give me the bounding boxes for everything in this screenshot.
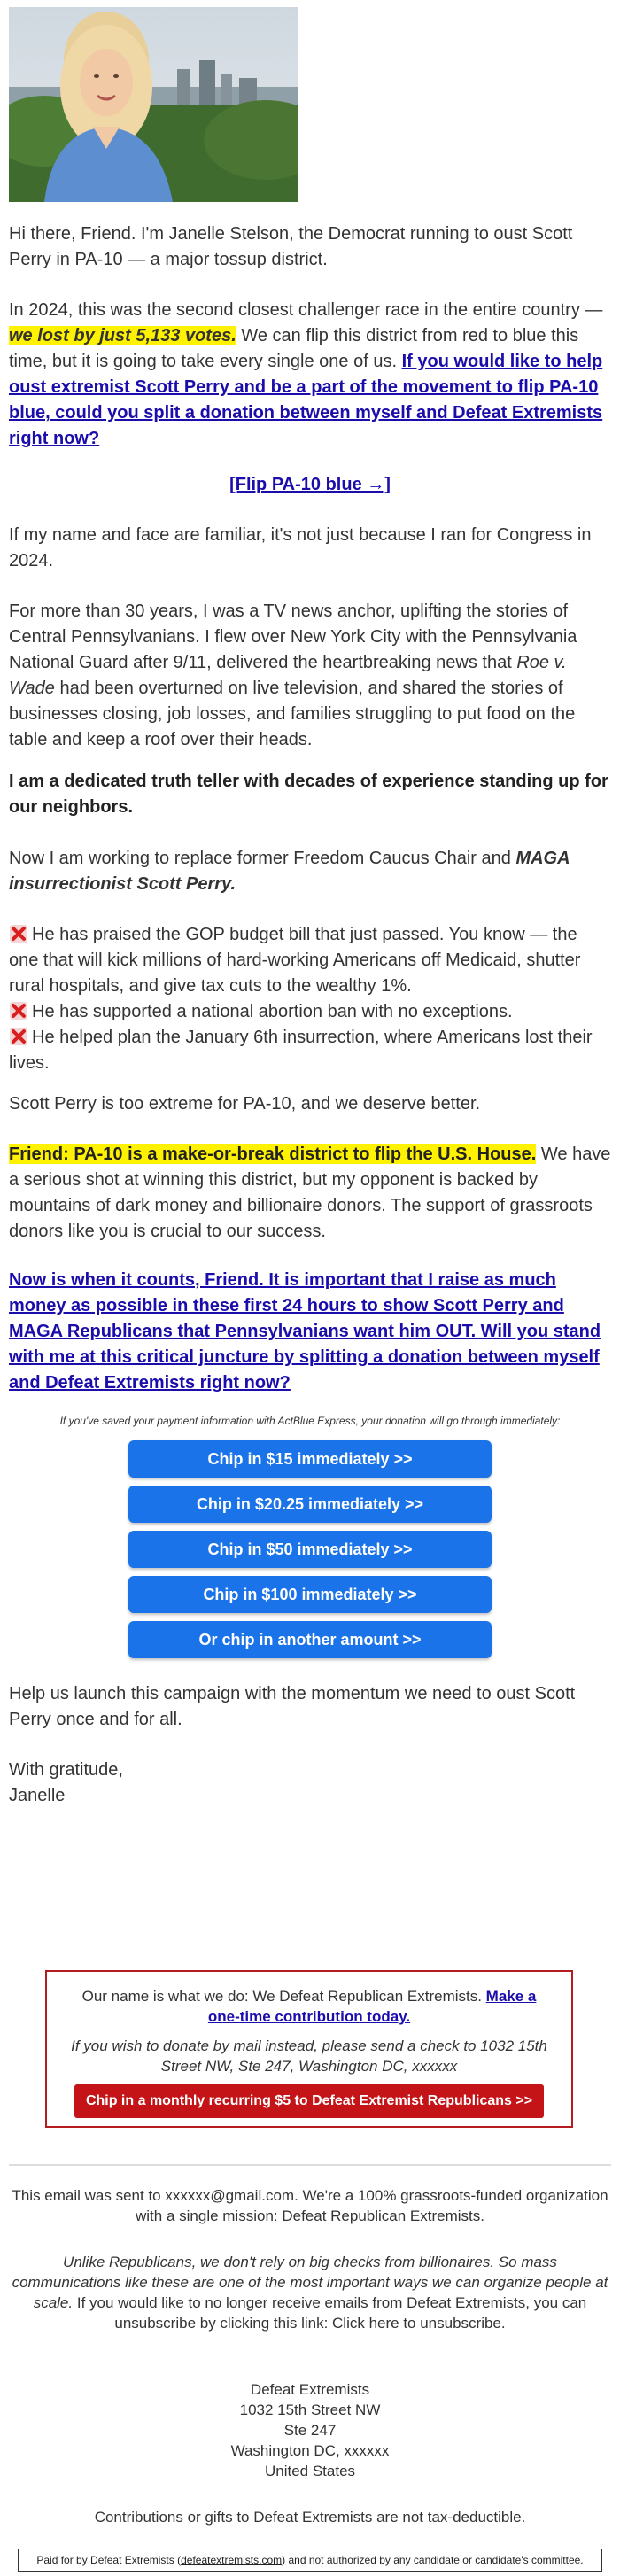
urgent-donation-link[interactable]: Now is when it counts, Friend. It is important that I raise as much money as possible in these first 24 hours to show Scott Perry and MAGA Republicans that Pennsylvanians want him OUT. Will you stand with me at this critical juncture by splitting a donation between myself and Defeat Extremists right now?: [9, 1270, 601, 1393]
one-time-contribution-link[interactable]: Make a one-time contribution today.: [207, 1988, 537, 2025]
intro-paragraph: Hi there, Friend. I'm Janelle Stelson, the Democrat running to oust Scott Perry in PA-10 — a major tossup district.: [9, 224, 573, 269]
chip-in-other-amount-button[interactable]: Or chip in another amount >>: [128, 1621, 492, 1658]
too-extreme-paragraph: Scott Perry is too extreme for PA-10, and we deserve better.: [9, 1094, 481, 1113]
paid-for-disclaimer: [18, 2549, 602, 2572]
perry-record-list: [9, 922, 611, 1076]
chip-in-50-button[interactable]: Chip in $50 immediately >>: [128, 1531, 492, 1568]
p2-text-c: We can flip this district from red to blue this time, but it is going to take every single one of us.: [9, 326, 579, 371]
urgent-appeal-paragraph: [9, 1268, 611, 1396]
familiar-paragraph: If my name and face are familiar, it's not just because I ran for Congress in 2024.: [9, 525, 592, 570]
chip-in-100-button[interactable]: Chip in $100 immediately >>: [128, 1576, 492, 1613]
list-item: [9, 1025, 611, 1076]
make-or-break-highlight: Friend: PA-10 is a make-or-break district to flip the U.S. House.: [9, 1144, 537, 1164]
mail-donation-text: If you wish to donate by mail instead, please send a check to 1032 15th Street NW, Ste 247, Washington DC, xxxxxx: [71, 2037, 547, 2075]
p4-text-c: had been overturned on live television, and shared the stories of businesses closing, job losses, and families struggling to put food on the table and keep a roof over their heads.: [9, 679, 576, 749]
candidate-photo-image: [9, 7, 298, 202]
p8-text-b: We have a serious shot at winning this district, but my opponent is backed by mountains of dark money and billionaire donors. The support of grassroots donors like you is crucial to our success.: [9, 1144, 611, 1241]
candidate-photo: [9, 7, 298, 202]
address-line: Defeat Extremists: [250, 2381, 370, 2398]
replace-perry-paragraph: [9, 846, 611, 897]
bullet-text: He helped plan the January 6th insurrection, where Americans lost their lives.: [9, 1028, 593, 1073]
paid-text-b: ) and not authorized by any candidate or candidate's committee.: [282, 2554, 584, 2566]
anchor-career-paragraph: [9, 599, 611, 753]
footer-address: [9, 2379, 611, 2481]
footer-italic: Unlike Republicans, we don't rely on big checks from billionaires. So mass communications like these are one of the most important ways we can organize people at scale.: [12, 2254, 608, 2311]
split-donation-link[interactable]: If you would like to help oust extremist Scott Perry and be a part of the movement to flip PA-10 blue, could you split a donation between myself and Defeat Extremists right now?: [9, 352, 603, 448]
maga-insurrectionist: MAGA insurrectionist Scott Perry.: [9, 849, 570, 894]
vote-margin-paragraph: [9, 298, 611, 452]
bullet-text: He has praised the GOP budget bill that just passed. You know — the one that will kick millions of hard-working Americans off Medicaid, shutter rural hospitals, and give tax cuts to the wealthy 1%.: [9, 925, 581, 996]
address-line: Washington DC, xxxxxx: [230, 2442, 390, 2459]
chip-in-20-25-button[interactable]: Chip in $20.25 immediately >>: [128, 1486, 492, 1523]
bullet-text: He has supported a national abortion ban with no exceptions.: [32, 1002, 513, 1021]
red-x-icon: [9, 924, 28, 943]
signoff: With gratitude,: [9, 1760, 123, 1780]
chip-in-15-button[interactable]: Chip in $15 immediately >>: [128, 1440, 492, 1478]
momentum-paragraph: Help us launch this campaign with the momentum we need to oust Scott Perry once and for all.: [9, 1684, 576, 1729]
address-line: Ste 247: [283, 2422, 337, 2439]
footer-grassroots: [9, 2252, 611, 2333]
box-text-a: Our name is what we do: We Defeat Republican Extremists.: [81, 1988, 486, 2005]
p4-text-a: For more than 30 years, I was a TV news anchor, uplifting the stories of Central Pennsylvanians. I flew over New York City with the Pennsylvania National Guard after 9/11, delivered the heartbreaking news that: [9, 601, 577, 672]
vote-margin-highlight: we lost by just 5,133 votes.: [9, 326, 236, 345]
actblue-note: If you've saved your payment information with ActBlue Express, your donation will go through immediately:: [59, 1415, 561, 1427]
paid-text-a: Paid for by Defeat Extremists (: [36, 2554, 182, 2566]
defeatextremists-link[interactable]: defeatextremists.com: [181, 2554, 283, 2566]
truth-teller-paragraph: I am a dedicated truth teller with decades of experience standing up for our neighbors.: [9, 772, 608, 817]
donation-box: [45, 1970, 573, 2128]
address-line: 1032 15th Street NW: [239, 2401, 381, 2418]
flip-link-row: [9, 472, 611, 498]
tax-disclaimer: Contributions or gifts to Defeat Extremists are not tax-deductible.: [94, 2509, 526, 2526]
divider: [9, 2164, 611, 2166]
signature: Janelle: [9, 1786, 66, 1805]
footer-unsubscribe-text[interactable]: If you would like to no longer receive emails from Defeat Extremists, you can unsubscribe by clicking this link: Click here to unsubscribe.: [73, 2294, 587, 2332]
defeat-extremists-intro: [65, 1986, 554, 2027]
roe-v-wade: Roe v. Wade: [9, 653, 567, 698]
red-x-icon: [9, 1001, 28, 1020]
list-item: [9, 999, 611, 1025]
list-item: [9, 922, 611, 999]
monthly-recurring-button[interactable]: Chip in a monthly recurring $5 to Defeat Extremist Republicans >>: [74, 2084, 544, 2118]
address-line: United States: [264, 2463, 356, 2479]
flip-pa10-link[interactable]: [Flip PA-10 blue →]: [229, 475, 391, 494]
make-or-break-paragraph: [9, 1142, 611, 1245]
footer-sent-to: This email was sent to xxxxxx@gmail.com. We're a 100% grassroots-funded organization with a single mission: Defeat Republican Extremists.: [12, 2187, 608, 2224]
p6-text-a: Now I am working to replace former Freedom Caucus Chair and: [9, 849, 516, 868]
p2-text-a: In 2024, this was the second closest challenger race in the entire country —: [9, 300, 603, 320]
red-x-icon: [9, 1027, 28, 1046]
